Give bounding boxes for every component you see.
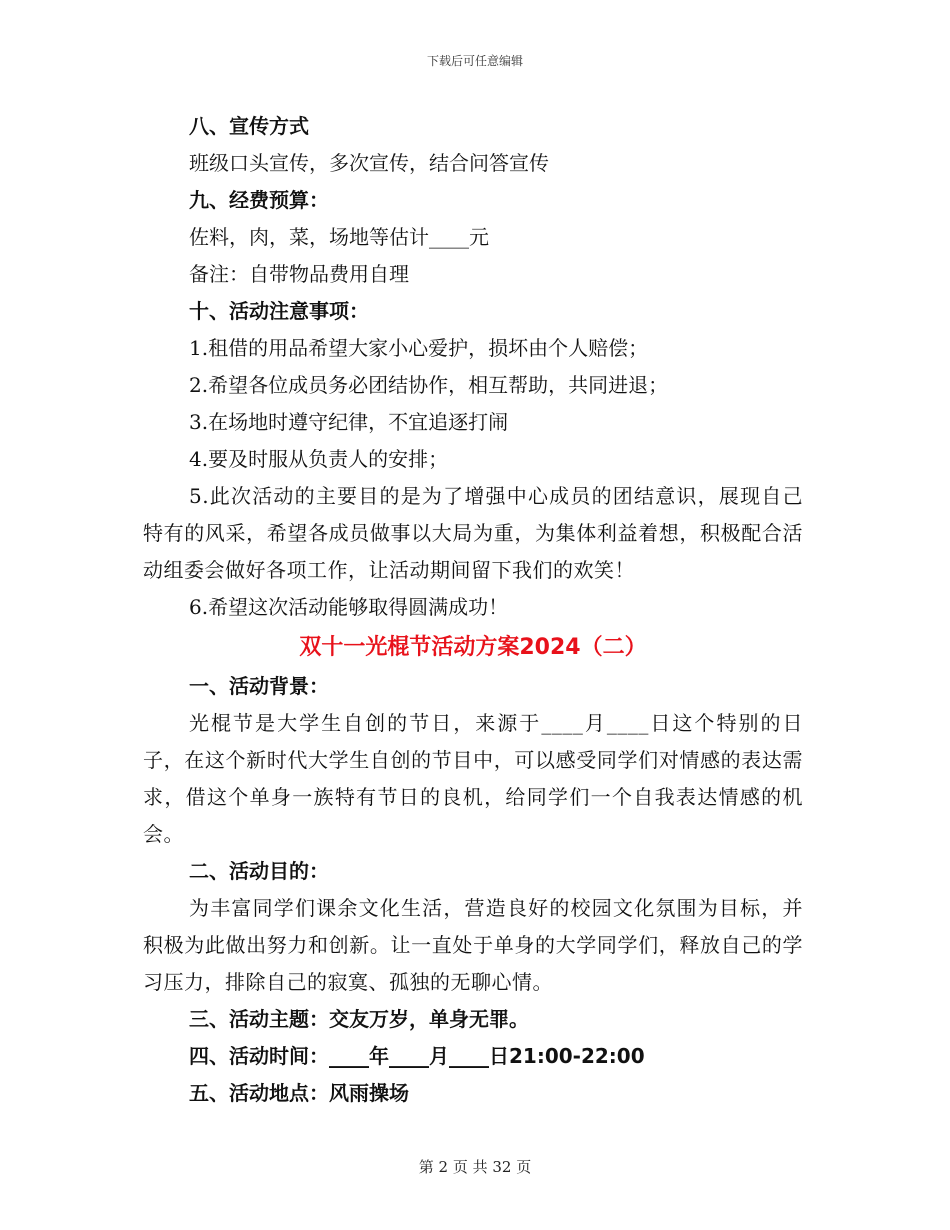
page-header: 下载后可任意编辑 [426,54,523,68]
text-budget-note: 备注：自带物品费用自理 [189,262,409,286]
text-purpose: 为丰富同学们课余文化生活，营造良好的校园文化氛围为目标，并积极为此做出努力和创新。让一直处于单身的大学同学们，释放自己的学习压力，排除自己的寂寞、孤独的无聊心情。 [143,896,803,994]
document-body [143,108,803,1112]
heading-budget: 九、经费预算： [189,188,329,212]
list-item: 1.租借的用品希望大家小心爱护，损坏由个人赔偿； [189,336,649,360]
heading-theme: 三、活动主题：交友万岁，单身无罪。 [189,1007,529,1031]
heading-time: 四、活动时间：____年____月____日21:00-22:00 [189,1044,645,1068]
section-title: 双十一光棍节活动方案2024（二） [299,635,647,660]
list-item: 2.希望各位成员务必团结协作，相互帮助，共同进退； [189,373,669,397]
heading-background: 一、活动背景： [189,674,329,698]
heading-purpose: 二、活动目的： [189,859,329,883]
list-item: 5.此次活动的主要目的是为了增强中心成员的团结意识，展现自己特有的风采，希望各成员做事以大局为重，为集体利益着想，积极配合活动组委会做好各项工作，让活动期间留下我们的欢笑！ [143,484,803,582]
text-budget-items: 佐料，肉，菜，场地等估计____元 [189,225,489,249]
list-item: 4.要及时服从负责人的安排； [189,447,449,471]
page-number: 第 2 页 共 32 页 [418,1158,532,1176]
heading-publicity: 八、宣传方式 [189,114,309,138]
heading-notes: 十、活动注意事项： [189,299,369,323]
list-item: 3.在场地时遵守纪律，不宜追逐打闹 [189,410,509,434]
text-publicity: 班级口头宣传，多次宣传，结合问答宣传 [189,151,549,175]
heading-location: 五、活动地点：风雨操场 [189,1081,409,1105]
list-item: 6.希望这次活动能够取得圆满成功！ [189,595,509,619]
text-background: 光棍节是大学生自创的节日，来源于____月____日这个特别的日子，在这个新时代大学生自创的节目中，可以感受同学们对情感的表达需求，借这个单身一族特有节日的良机，给同学们一个自我表达情感的机会。 [143,711,803,846]
